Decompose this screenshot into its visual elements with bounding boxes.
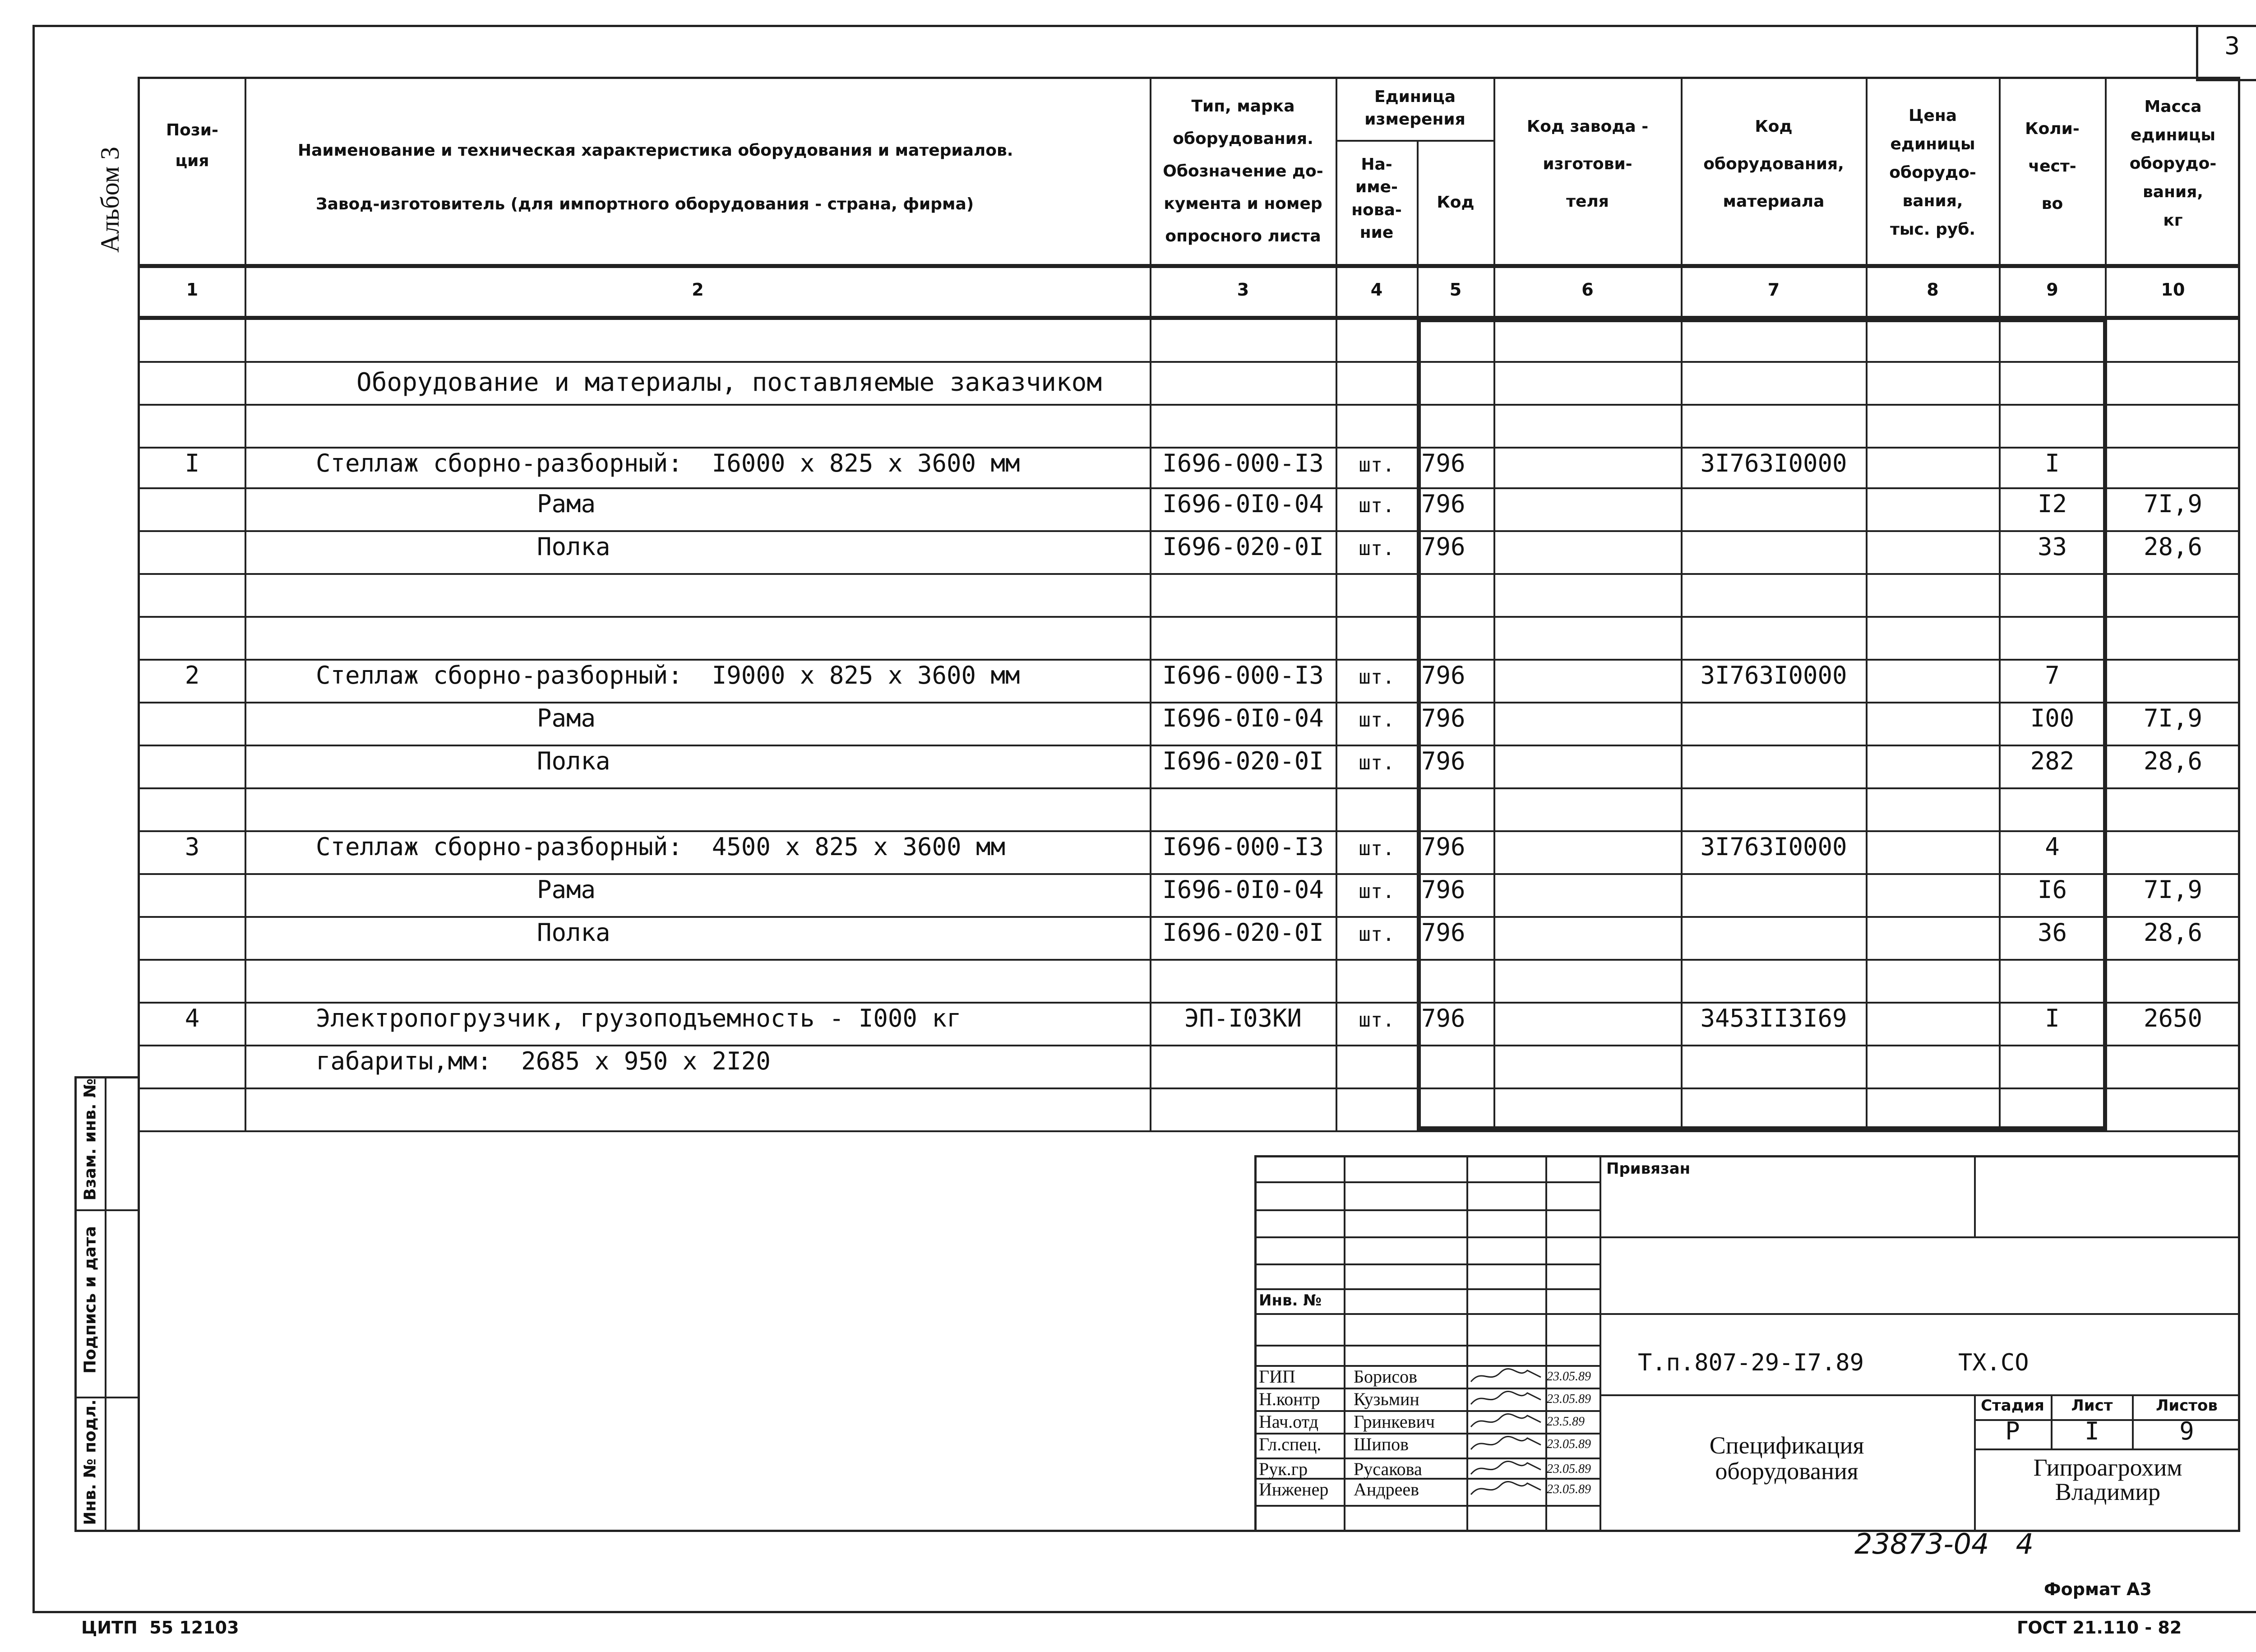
cell-mass: 28,6 <box>2143 918 2203 947</box>
cell-mass: 28,6 <box>2143 532 2203 561</box>
side-stamp-line <box>74 1209 140 1211</box>
tb-line <box>1600 1313 2240 1315</box>
cell-unit: шт. <box>1359 537 1395 560</box>
cell-unit: шт. <box>1359 708 1395 731</box>
cell-type: I696-000-I3 <box>1162 833 1324 861</box>
tb-role: Рук.гр <box>1259 1459 1308 1479</box>
colnum-10: 10 <box>2161 280 2185 300</box>
cell-position: 3 <box>185 833 200 861</box>
tb-role: ГИП <box>1259 1366 1295 1387</box>
handwritten-number: 23873-04 4 <box>1854 1527 2034 1560</box>
colnum-4: 4 <box>1370 280 1383 300</box>
cell-name: Рама <box>537 875 596 904</box>
signature-scribble <box>1469 1434 1543 1454</box>
header-equipment-code: Код оборудования, материала <box>1703 117 1844 211</box>
cell-code: 796 <box>1421 532 1465 561</box>
colnum-2: 2 <box>692 280 704 300</box>
cell-name: Полка <box>537 532 610 561</box>
row-line <box>138 1045 2240 1046</box>
cell-quantity: 33 <box>2037 532 2067 561</box>
cell-name: Полка <box>537 747 610 775</box>
cell-type: I696-0I0-04 <box>1162 875 1324 904</box>
cell-code: 796 <box>1421 1004 1465 1032</box>
cell-unit: шт. <box>1359 1009 1395 1032</box>
row-line <box>138 959 2240 961</box>
cell-unit: шт. <box>1359 666 1395 689</box>
cell-type: I696-0I0-04 <box>1162 704 1324 732</box>
tb-org <box>1975 1455 2240 1504</box>
tb-person: Шипов <box>1354 1434 1409 1454</box>
cell-quantity: 4 <box>2045 833 2060 861</box>
cell-name: Полка <box>537 918 610 947</box>
header-mass: Масса единицы оборудо- вания, кг <box>2129 97 2217 230</box>
header-position: Пози- ция <box>166 121 218 171</box>
cell-position: 2 <box>185 661 200 689</box>
tb-doc-name-line2: оборудования <box>1715 1457 1858 1485</box>
row-line <box>138 1002 2240 1004</box>
row-line <box>138 573 2240 575</box>
row-line <box>138 1130 2240 1132</box>
tb-date: 23.05.89 <box>1547 1370 1591 1384</box>
footer-right: ГОСТ 21.110 - 82 <box>2017 1618 2182 1638</box>
cell-name: Стеллаж сборно-разборный: 4500 x 825 x 3600 мм <box>316 833 1006 861</box>
col-line <box>245 77 246 1130</box>
header-unit-code: Код <box>1437 193 1475 212</box>
tb-person: Кузьмин <box>1354 1389 1419 1409</box>
cell-code: 796 <box>1421 833 1465 861</box>
tb-doc-code: Т.п.807-29-I7.89 <box>1638 1349 1864 1376</box>
cell-name: Стеллаж сборно-разборный: I6000 x 825 x 3600 мм <box>316 449 1020 477</box>
tb-inv-no: Инв. № <box>1259 1291 1322 1310</box>
row-line <box>138 787 2240 789</box>
cell-type: I696-020-0I <box>1162 918 1324 947</box>
signature-scribble <box>1469 1411 1543 1431</box>
cell-quantity: I <box>2045 1004 2060 1032</box>
colnum-5: 5 <box>1449 280 1462 300</box>
album-label: Альбом 3 <box>95 147 125 253</box>
cell-unit: шт. <box>1359 751 1395 774</box>
signature-scribble <box>1469 1388 1543 1409</box>
row-line <box>138 487 2240 489</box>
tb-sheet: I <box>2085 1417 2099 1445</box>
cell-code: 796 <box>1421 918 1465 947</box>
cell-mass: 7I,9 <box>2143 704 2203 732</box>
cell-type: I696-020-0I <box>1162 532 1324 561</box>
cell-type: I696-020-0I <box>1162 747 1324 775</box>
signature-scribble <box>1469 1366 1543 1386</box>
tb-line <box>1600 1236 2240 1238</box>
tb-line <box>1466 1155 1468 1532</box>
colnum-9: 9 <box>2046 280 2058 300</box>
tb-line <box>1254 1263 1600 1265</box>
cell-unit: шт. <box>1359 880 1395 903</box>
cell-quantity: I00 <box>2030 704 2075 732</box>
row-line <box>138 1087 2240 1089</box>
colnum-8: 8 <box>1927 280 1939 300</box>
side-stamp-divider <box>105 1076 106 1532</box>
tb-sheets: 9 <box>2179 1417 2194 1445</box>
row-line <box>138 361 2240 363</box>
row-line <box>138 659 2240 661</box>
cell-mass: 7I,9 <box>2143 490 2203 518</box>
tb-date: 23.05.89 <box>1547 1437 1591 1451</box>
tb-date: 23.05.89 <box>1547 1462 1591 1476</box>
side-stamp-podpis: Подпись и дата <box>81 1226 100 1374</box>
tb-role: Нач.отд <box>1259 1411 1318 1432</box>
cell-unit: шт. <box>1359 453 1395 477</box>
colnum-3: 3 <box>1237 280 1249 300</box>
colnum-7: 7 <box>1767 280 1780 300</box>
tb-role: Гл.спец. <box>1259 1434 1322 1454</box>
row-line <box>138 530 2240 532</box>
cell-quantity: I6 <box>2037 875 2067 904</box>
colnum-1: 1 <box>186 280 199 300</box>
header-type: Тип, марка оборудования. Обозначение до- кумента и номер опросного листа <box>1163 97 1323 245</box>
tb-person: Андреев <box>1354 1479 1419 1499</box>
cell-code: 796 <box>1421 875 1465 904</box>
tb-person: Русакова <box>1354 1459 1422 1479</box>
section-title: Оборудование и материалы, поставляемые заказчиком <box>356 368 1102 397</box>
cell-unit: шт. <box>1359 494 1395 517</box>
cell-unit: шт. <box>1359 837 1395 860</box>
cell-name: габариты,мм: 2685 x 950 x 2I20 <box>316 1047 771 1075</box>
cell-quantity: 36 <box>2037 918 2067 947</box>
tb-stage-label: Стадия <box>1981 1397 2044 1415</box>
tb-privyazan: Привязан <box>1606 1160 1691 1178</box>
tb-line <box>1600 1394 2240 1396</box>
tb-person: Борисов <box>1354 1366 1418 1387</box>
colnum-6: 6 <box>1581 280 1594 300</box>
cell-name: Стеллаж сборно-разборный: I9000 x 825 x 3600 мм <box>316 661 1020 689</box>
header-unit-name: На- име- нова- ние <box>1351 155 1402 242</box>
header-unit: Единица измерения <box>1364 88 1465 129</box>
tb-line <box>1974 1448 2240 1450</box>
tb-role: Инженер <box>1259 1479 1329 1499</box>
tb-role: Н.контр <box>1259 1389 1320 1409</box>
cell-name: Электропогрузчик, грузоподъемность - I000 кг <box>316 1004 962 1032</box>
unit-sub-line <box>1336 140 1493 142</box>
cell-name: Рама <box>537 704 596 732</box>
tb-date: 23.05.89 <box>1547 1482 1591 1496</box>
footer-left: ЦИТП 55 12103 <box>81 1618 239 1638</box>
header-name: Наименование и техническая характеристика оборудования и материалов. Завод-изготовитель (для импортного оборудования - страна, фирма) <box>298 141 1013 213</box>
header-bottom-line <box>138 264 2240 268</box>
row-line <box>138 916 2240 918</box>
colnum-bottom-line <box>138 316 2240 320</box>
cell-position: 4 <box>185 1004 200 1032</box>
cell-mass: 2650 <box>2143 1004 2203 1032</box>
tb-sheets-label: Листов <box>2156 1397 2218 1415</box>
tb-line <box>1254 1288 1600 1290</box>
cell-code: 796 <box>1421 490 1465 518</box>
tb-person: Гринкевич <box>1354 1411 1435 1432</box>
tb-line <box>1254 1181 1600 1183</box>
header-factory-code: Код завода - изготови- теля <box>1526 117 1649 211</box>
row-line <box>138 616 2240 618</box>
cell-code: 796 <box>1421 704 1465 732</box>
cell-unit: шт. <box>1359 923 1395 946</box>
tb-line <box>1344 1155 1345 1532</box>
cell-equipment-code: 3I763I0000 <box>1700 661 1847 689</box>
cell-equipment-code: 3I763I0000 <box>1700 449 1847 477</box>
cell-equipment-code: 3453II3I69 <box>1700 1004 1847 1032</box>
tb-org-line2: Владимир <box>2055 1478 2161 1505</box>
row-line <box>138 873 2240 875</box>
cell-type: I696-0I0-04 <box>1162 490 1324 518</box>
cell-mass: 28,6 <box>2143 747 2203 775</box>
cell-name: Рама <box>537 490 596 518</box>
header-price: Цена единицы оборудо- вания, тыс. руб. <box>1889 106 1976 239</box>
cell-code: 796 <box>1421 661 1465 689</box>
side-stamp-inv-podl: Инв. № подл. <box>81 1399 100 1525</box>
tb-date: 23.05.89 <box>1547 1392 1591 1406</box>
tb-doc-name-line1: Спецификация <box>1709 1432 1864 1459</box>
side-stamp-vzam: Взам. инв. № <box>81 1078 100 1201</box>
tb-line <box>1254 1345 1600 1347</box>
cell-type: I696-000-I3 <box>1162 661 1324 689</box>
cell-type: ЭП-I03КИ <box>1184 1004 1302 1032</box>
row-line <box>138 447 2240 449</box>
tb-stage: Р <box>2005 1417 2020 1445</box>
cell-quantity: I <box>2045 449 2060 477</box>
cell-code: 796 <box>1421 449 1465 477</box>
row-line <box>138 830 2240 832</box>
cell-mass: 7I,9 <box>2143 875 2203 904</box>
cell-quantity: I2 <box>2037 490 2067 518</box>
tb-line <box>1254 1313 1600 1315</box>
row-line <box>138 745 2240 746</box>
cell-quantity: 7 <box>2045 661 2060 689</box>
cell-code: 796 <box>1421 747 1465 775</box>
header-quantity: Коли- чест- во <box>2025 120 2080 213</box>
format-label: Формат А3 <box>2044 1579 2152 1599</box>
sheet-corner-number: 3 <box>2224 32 2240 60</box>
tb-doc-name <box>1602 1433 1972 1484</box>
tb-doc-mark: ТХ.СО <box>1958 1349 2029 1376</box>
cell-equipment-code: 3I763I0000 <box>1700 833 1847 861</box>
row-line <box>138 702 2240 703</box>
tb-date: 23.5.89 <box>1547 1415 1585 1429</box>
cell-position: I <box>185 449 200 477</box>
tb-line <box>1254 1236 1600 1238</box>
tb-sheet-label: Лист <box>2071 1397 2113 1415</box>
tb-line <box>1254 1505 1600 1507</box>
cell-quantity: 282 <box>2030 747 2075 775</box>
row-line <box>138 404 2240 406</box>
signature-scribble <box>1469 1458 1543 1479</box>
tb-org-line1: Гипроагрохим <box>2033 1454 2182 1481</box>
signature-scribble <box>1469 1479 1543 1499</box>
tb-line <box>1254 1209 1600 1211</box>
cell-type: I696-000-I3 <box>1162 449 1324 477</box>
tb-line <box>1974 1155 1976 1236</box>
